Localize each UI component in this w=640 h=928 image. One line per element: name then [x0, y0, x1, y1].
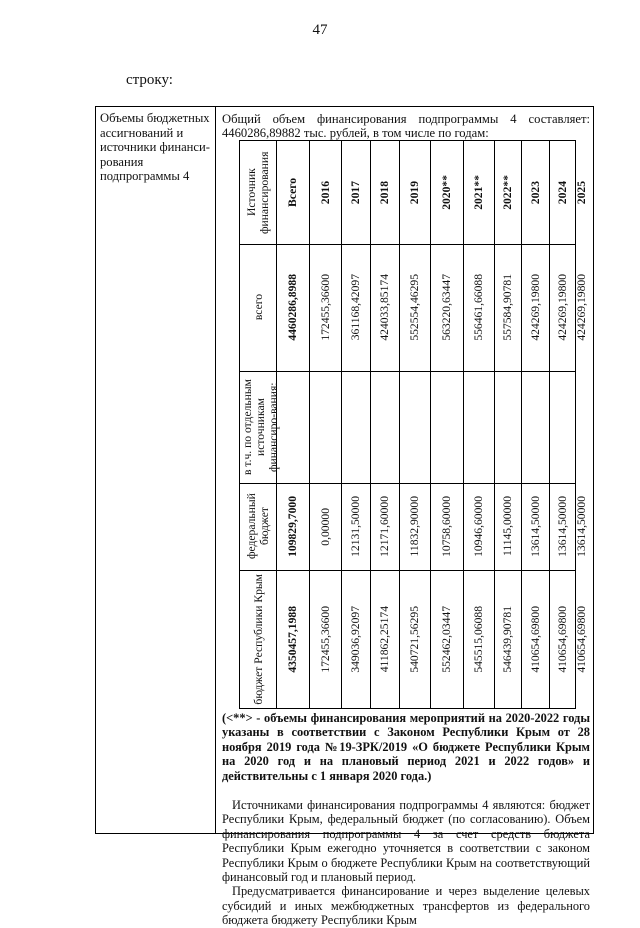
cell-value-year: 2021**: [472, 175, 485, 210]
table-cell-federal: [276, 483, 309, 570]
header-text-crimea: бюджет Республики Крым: [251, 573, 265, 705]
column-divider: [215, 107, 216, 833]
table-cell-total: [399, 244, 430, 371]
cell-value-federal: 13614,50000: [528, 496, 542, 557]
cell-value-federal: 10946,60000: [472, 496, 485, 557]
table-cell-federal: [549, 483, 575, 570]
table-cell-federal: [521, 483, 549, 570]
table-cell-total: [341, 244, 370, 371]
cell-value-year: Всего: [286, 178, 299, 207]
table-cell-crimea: [276, 570, 309, 708]
table-cell-crimea: [549, 570, 575, 708]
cell-value-crimea: 349036,92097: [349, 605, 362, 673]
table-cell-total: [463, 244, 494, 371]
cell-value-crimea: 4350457,1988: [286, 605, 299, 673]
table-cell-year: [341, 141, 370, 244]
table-cell-year: [399, 141, 430, 244]
table-cell-total: [430, 244, 463, 371]
table-cell-crimea: [309, 570, 341, 708]
table-cell-crimea: [370, 570, 399, 708]
table-cell-year: [521, 141, 549, 244]
header-text-total: всего: [251, 294, 265, 321]
cell-value-total: 361168,42097: [349, 274, 362, 341]
table-cell-federal: [370, 483, 399, 570]
cell-value-crimea: 545515,06088: [472, 605, 485, 673]
header-cell-crimea: [240, 570, 276, 708]
table-cell-crimea: [521, 570, 549, 708]
cell-value-year: 2018: [378, 180, 391, 205]
cell-value-federal: 13614,50000: [575, 496, 588, 557]
header-text-incl: в т.ч. по отдельным источникам финансиро-вания:: [241, 379, 280, 475]
table-cell-federal: [463, 483, 494, 570]
table-cell-total: [575, 244, 588, 371]
table-cell-year: [463, 141, 494, 244]
table-cell-crimea: [575, 570, 588, 708]
cell-value-federal: 109829,7000: [286, 496, 299, 557]
table-cell-total: [494, 244, 521, 371]
row-label: Объемы бюджетных ассигнований и источники финанси-рования подпрограммы 4: [100, 111, 210, 183]
header-cell-incl: [240, 371, 280, 483]
cell-value-total: 424033,85174: [378, 274, 391, 341]
footnote: (<**> - объемы финансирования мероприятий на 2020-2022 годы указаны в соответствии с Законом Республики Крым от 28 ноября 2019 года №19-ЗРК/2019 «О бюджете Республики Крым на 2020 год и на плановый период 2021 и 2022 годов» и действительны с 1 января 2020 года.): [222, 711, 590, 783]
cell-value-federal: 10758,60000: [440, 496, 453, 557]
funding-intro-line-2: 4460286,89882 тыс. рублей, в том числе по годам:: [222, 126, 489, 140]
cell-value-year: 2023: [528, 180, 542, 205]
table-cell-crimea: [399, 570, 430, 708]
cell-value-total: 4460286,8988: [286, 274, 299, 341]
cell-value-total: 424269,19800: [555, 274, 569, 341]
table-cell-total: [309, 244, 341, 371]
cell-value-year: 2022**: [501, 175, 514, 210]
table-cell-total: [549, 244, 575, 371]
body-text: [222, 798, 590, 928]
cell-value-federal: 12171,60000: [378, 496, 391, 557]
page-number: 47: [312, 22, 328, 38]
table-cell-total: [370, 244, 399, 371]
table-cell-total: [521, 244, 549, 371]
cell-value-crimea: 172455,36600: [318, 605, 332, 673]
header-cell-total: [240, 244, 276, 371]
header-cell-federal: [240, 483, 276, 570]
table-cell-federal: [430, 483, 463, 570]
paragraph-subsidies: Предусматривается финансирование и через выделение целевых субсидий и иных межбюджетных трансфертов из федерального бюджета бюджету Республики Крым: [222, 884, 590, 928]
cell-value-year: 2017: [349, 180, 362, 205]
cell-value-total: 563220,63447: [440, 274, 453, 341]
table-cell-crimea: [430, 570, 463, 708]
funding-intro-line-1: Общий объем финансирования подпрограммы 4 составляет:: [222, 112, 590, 126]
table-cell-federal: [494, 483, 521, 570]
cell-value-total: 424269,19800: [528, 274, 542, 341]
funding-intro: [222, 112, 590, 140]
cell-value-year: 2016: [318, 180, 332, 205]
table-cell-year: [575, 141, 588, 244]
cell-value-federal: 0,00000: [318, 507, 332, 546]
cell-value-crimea: 411862,25174: [378, 605, 391, 673]
table-cell-year: [494, 141, 521, 244]
table-cell-year: [276, 141, 309, 244]
rotated-funding-grid: [239, 140, 588, 709]
table-cell-year: [370, 141, 399, 244]
paragraph-sources: Источниками финансирования подпрограммы 4 являются: бюджет Республики Крым, федеральный бюджет (по согласованию). Объем финансирования подпрограммы 4 за счет средств бюджета Республики Крым ежегодно уточняется в соответствии с законом Республики Крым о бюджете Республики Крым на соответствующий финансовый год и плановый период.: [222, 798, 590, 885]
cell-value-federal: 11832,90000: [408, 496, 421, 557]
cell-value-year: 2024: [555, 180, 569, 205]
cell-value-total: 556461,66088: [472, 274, 485, 341]
lead-text: строку:: [126, 72, 173, 88]
table-cell-year: [430, 141, 463, 244]
cell-value-total: 424269,19800: [575, 274, 588, 341]
table-cell-federal: [341, 483, 370, 570]
header-text-federal: федеральный бюджет: [245, 493, 271, 560]
table-cell-federal: [575, 483, 588, 570]
table-cell-crimea: [463, 570, 494, 708]
cell-value-total: 172455,36600: [318, 274, 332, 341]
table-cell-total: [276, 244, 309, 371]
cell-value-federal: 13614,50000: [555, 496, 569, 557]
cell-value-crimea: 552462,03447: [440, 605, 453, 673]
table-cell-crimea: [494, 570, 521, 708]
table-cell-federal: [309, 483, 341, 570]
table-cell-crimea: [341, 570, 370, 708]
cell-value-total: 557584,90781: [501, 274, 514, 341]
grid-col-line: [240, 371, 575, 372]
table-cell-federal: [399, 483, 430, 570]
cell-value-crimea: 540721,56295: [408, 605, 421, 673]
cell-value-crimea: 410654,69800: [555, 605, 569, 673]
table-cell-year: [549, 141, 575, 244]
cell-value-crimea: 410654,69800: [528, 605, 542, 673]
cell-value-crimea: 546439,90781: [501, 605, 514, 673]
program-funding-table: [95, 106, 594, 928]
cell-value-year: 2019: [408, 180, 421, 205]
cell-value-crimea: 410654,69800: [575, 605, 588, 673]
table-cell-year: [309, 141, 341, 244]
header-cell-source: [240, 141, 276, 244]
cell-value-total: 552554,46295: [408, 274, 421, 341]
header-text-source: Источник финансирования: [245, 151, 271, 234]
cell-value-federal: 12131,50000: [349, 496, 362, 557]
cell-value-federal: 11145,00000: [501, 496, 514, 557]
cell-value-year: 2025: [575, 180, 588, 205]
cell-value-year: 2020**: [440, 175, 453, 210]
